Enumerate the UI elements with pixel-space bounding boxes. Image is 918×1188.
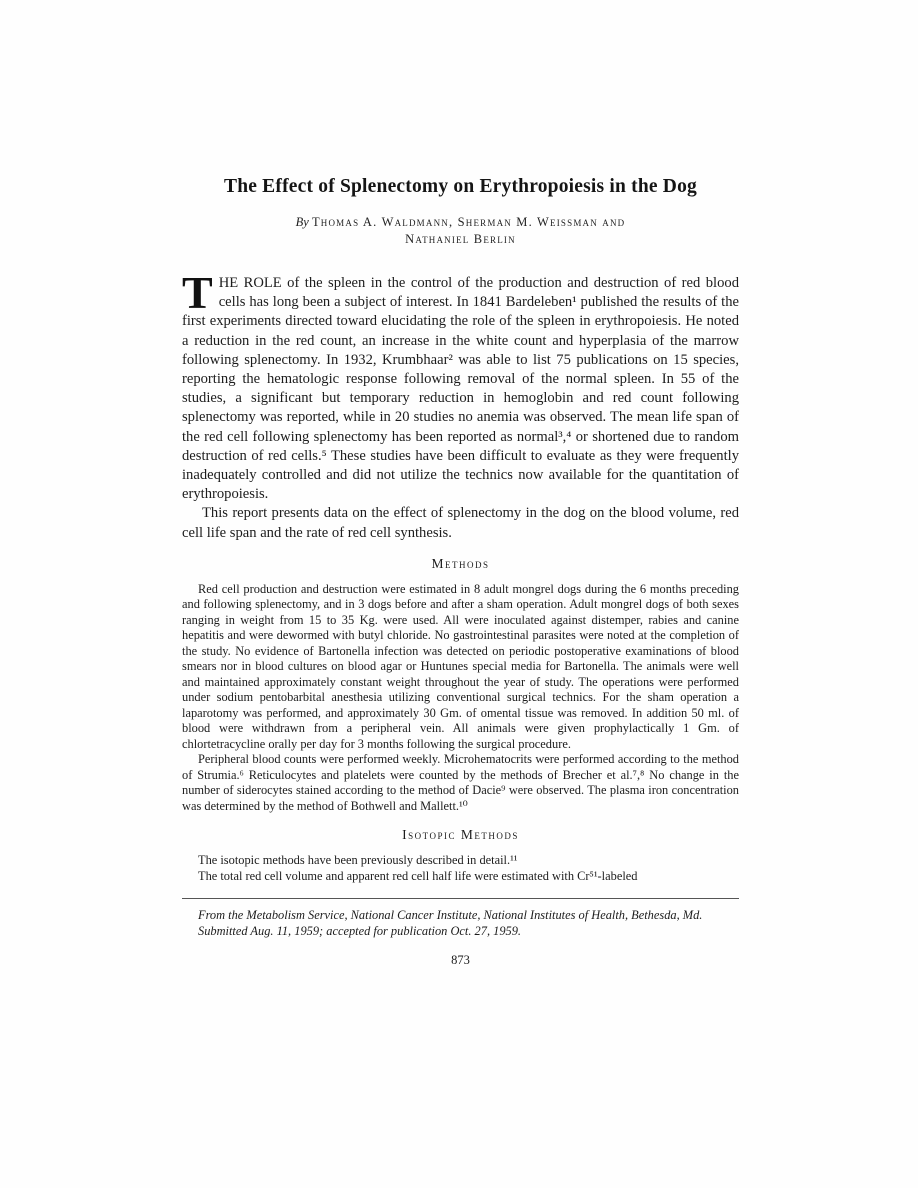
methods-paragraph-2: Peripheral blood counts were performed weekly. Microhematocrits were performed according to the method of Strumia.⁶ Reticulocytes and platelets were counted by the methods of Brecher et al.⁷,⁸ No change in the number of siderocytes stained according to the method of Dacie⁹ were observed. The plasma iron concentration was determined by the method of Bothwell and Mallett.¹⁰	[182, 752, 739, 813]
byline-prefix: By	[295, 215, 309, 229]
footnote-submission: Submitted Aug. 11, 1959; accepted for publication Oct. 27, 1959.	[198, 924, 522, 939]
byline-authors-line2: Nathaniel Berlin	[405, 232, 516, 246]
footnote-affiliation: From the Metabolism Service, National Cancer Institute, National Institutes of Health, Bethesda, Md.	[198, 908, 703, 923]
byline	[182, 214, 739, 248]
footnote-divider	[182, 898, 739, 899]
methods-heading: Methods	[431, 555, 490, 571]
methods-section	[182, 582, 739, 815]
page-title: The Effect of Splenectomy on Erythropoiesis in the Dog	[223, 176, 697, 197]
footnote	[182, 907, 739, 939]
page-content	[182, 176, 739, 968]
intro-paragraph-2: This report presents data on the effect of splenectomy in the dog on the blood volume, red cell life span and the rate of red cell synthesis.	[182, 505, 739, 541]
isotopic-methods-paragraph-2: The total red cell volume and apparent red cell half life were estimated with Cr⁵¹-labeled	[198, 868, 638, 883]
intro-paragraph-1-text: HE ROLE of the spleen in the control of the production and destruction of red blood cells has long been a subject of interest. In 1841 Bardeleben¹ published the results of the first experiments directed toward elucidating the role of the spleen in erythropoiesis. He noted a reduction in the red count, an increase in the white count and hyperplasia of the marrow following splenectomy. In 1932, Krumbhaar² was able to list 75 publications on 15 species, reporting the hematologic response following removal of the normal spleen. In 55 of the studies, a significant but temporary reduction in hemoglobin and red count following splenectomy was reported, while in 20 studies no anemia was observed. The mean life span of the red cell following splenectomy has been reported as normal³,⁴ or shortened due to random destruction of red cells.⁵ These studies have been difficult to evaluate as they were frequently inadequately controlled and did not utilize the technics now available for the quantitation of erythropoiesis.	[182, 275, 739, 503]
isotopic-methods-paragraph-1: The isotopic methods have been previously described in detail.¹¹	[198, 853, 518, 868]
byline-authors-line1: Thomas A. Waldmann, Sherman M. Weissman and	[311, 215, 626, 229]
dropcap-letter: T	[182, 267, 213, 318]
page-number: 873	[451, 953, 470, 968]
methods-paragraph-1: Red cell production and destruction were estimated in 8 adult mongrel dogs during the 6 months preceding and following splenectomy, and in 3 dogs before and after a sham operation. Adult mongrel dogs of both sexes ranging in weight from 15 to 35 Kg. were used. All were inoculated against distemper, rabies and canine hepatitis and were dewormed with butyl chloride. No gastrointestinal parasites were noted at the completion of the study. No evidence of Bartonella infection was detected on periodic postoperative examinations of blood smears nor in blood cultures on blood agar or Huntunes special media for Bartonella. The animals were well and maintained approximately constant weight throughout the year of study. The operations were performed under sodium pentobarbital anesthesia utilizing conventional surgical technics. For the sham operation a laparotomy was performed, and approximately 30 Gm. of omental tissue was removed. In addition 50 ml. of blood were withdrawn from a peripheral vein. All animals were given prophylactically 1 Gm. of chlortetracycline orally per day for 3 months following the surgical procedure.	[182, 581, 739, 751]
introduction-section	[182, 267, 739, 543]
isotopic-methods-section	[182, 853, 739, 884]
intro-paragraph-1	[182, 267, 739, 504]
isotopic-methods-heading: Isotopic Methods	[402, 827, 519, 843]
